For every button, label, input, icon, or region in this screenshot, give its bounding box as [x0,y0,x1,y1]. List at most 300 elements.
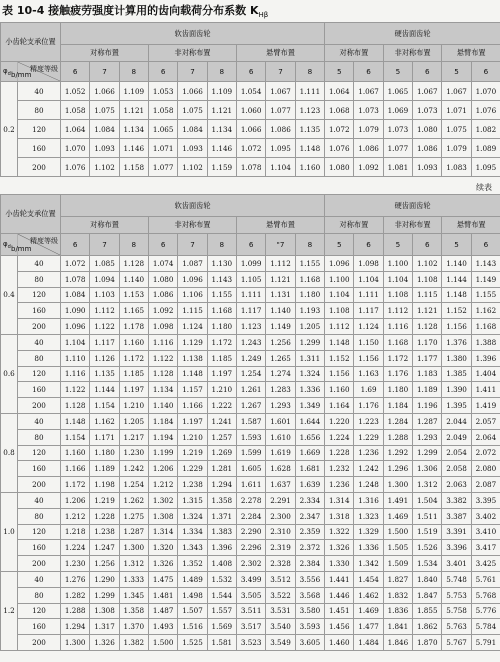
factor-value: 1.092 [354,158,383,177]
factor-value: 2.384 [295,556,324,572]
factor-value: 1.146 [207,139,236,158]
factor-value: 2.087 [471,477,500,493]
table-row [1,303,500,319]
table-row [1,334,500,350]
factor-value: 1.242 [354,461,383,477]
precision-grade-label: 精度等级 [30,65,59,73]
factor-value: 1.075 [90,101,119,120]
factor-value: 1.846 [383,635,412,651]
width-value: 200 [18,398,61,414]
factor-value: 1.525 [178,635,207,651]
factor-value: 1.160 [61,445,90,461]
factor-value: 1.177 [413,350,442,366]
factor-value: 1.129 [178,334,207,350]
factor-value: 1.158 [119,158,148,177]
factor-value: 1.065 [383,82,412,101]
factor-value: 5.784 [471,619,500,635]
factor-value: 1.072 [325,120,354,139]
factor-value: 1.148 [325,334,354,350]
width-value: 160 [18,303,61,319]
factor-value: 1.185 [207,350,236,366]
factor-value: 1.217 [119,429,148,445]
factor-value: 1.282 [61,587,90,603]
factor-value: 3.512 [266,571,295,587]
factor-value: 1.052 [61,82,90,101]
factor-value: 3.522 [266,587,295,603]
factor-value: 2.372 [295,540,324,556]
factor-value: 1.105 [236,271,265,287]
width-value: 200 [18,556,61,572]
factor-value: 3.523 [236,635,265,651]
factor-value: 1.276 [61,571,90,587]
precision-grade-cell: 8 [119,234,148,256]
factor-value: 1.093 [90,139,119,158]
factor-value: 1.104 [61,334,90,350]
width-value: 40 [18,256,61,272]
factor-value: 1.143 [207,271,236,287]
factor-value: 1.168 [383,334,412,350]
table-row [1,398,500,414]
factor-value: 1.224 [61,540,90,556]
factor-value: 1.176 [383,366,412,382]
width-value: 120 [18,287,61,303]
factor-value: 1.172 [61,477,90,493]
precision-grade-cell: 5 [383,234,412,256]
factor-value: 1.224 [325,429,354,445]
width-value: 80 [18,101,61,120]
factor-value: 2.328 [266,556,295,572]
precision-grade-cell: 8 [295,62,324,82]
factor-value: 3.549 [266,635,295,651]
table-row [1,319,500,335]
factor-value: 1.134 [207,120,236,139]
factor-value: 1.532 [207,571,236,587]
table-row [1,158,500,177]
arrangement-header: 非对称布置 [383,217,442,234]
phi-d-value: 1.2 [1,571,18,650]
factor-value: 1.493 [149,619,178,635]
factor-value: 1.117 [236,303,265,319]
factor-value: 1.096 [178,271,207,287]
factor-value: 1.243 [236,334,265,350]
table-row [1,461,500,477]
factor-value: 1.269 [207,445,236,461]
factor-value: 1.075 [442,120,471,139]
factor-value: 1.122 [61,382,90,398]
factor-value: 1.090 [61,303,90,319]
factor-value: 1.163 [354,366,383,382]
factor-value: 1.172 [207,334,236,350]
factor-value: 1.287 [413,413,442,429]
factor-value: 1.257 [207,429,236,445]
factor-value: 1.183 [413,366,442,382]
factor-value: 1.134 [119,120,148,139]
factor-value: 3.382 [442,492,471,508]
precision-grade-cell: 6 [149,234,178,256]
factor-value: 1.511 [413,508,442,524]
factor-value: 1.197 [207,366,236,382]
factor-value: 1.073 [383,120,412,139]
factor-value: 1.299 [413,445,442,461]
factor-value: 1.148 [442,287,471,303]
width-value: 120 [18,445,61,461]
factor-value: 1.317 [90,619,119,635]
factor-value: 1.469 [354,603,383,619]
factor-value: 1.219 [178,445,207,461]
factor-value: 2.300 [266,508,295,524]
table-row [1,445,500,461]
factor-value: 1.086 [266,120,295,139]
factor-value: 1.334 [178,524,207,540]
factor-value: 1.484 [354,635,383,651]
factor-value: 1.058 [61,101,90,120]
factor-value: 1.352 [178,556,207,572]
table-row [1,366,500,382]
factor-value: 1.544 [207,587,236,603]
factor-value: 1.093 [413,158,442,177]
factor-value: 1.840 [413,571,442,587]
factor-value: 1.149 [266,319,295,335]
table-row [1,139,500,158]
factor-value: 5.763 [442,619,471,635]
factor-value: 1.160 [295,158,324,177]
precision-grade-cell: 5 [442,62,471,82]
factor-value: 1.185 [119,366,148,382]
factor-value: 5.767 [442,635,471,651]
factor-value: 1.100 [325,271,354,287]
factor-value: 1.238 [90,524,119,540]
factor-value: 1.500 [149,635,178,651]
factor-value: 1.122 [90,319,119,335]
factor-value: 2.291 [266,492,295,508]
factor-value: 1.172 [383,350,412,366]
factor-value: 2.058 [442,461,471,477]
table-row [1,540,500,556]
factor-value: 5.748 [442,571,471,587]
precision-grade-cell: "7 [266,234,295,256]
factor-value: 1.076 [61,158,90,177]
factor-value: 1.500 [383,524,412,540]
factor-value: 1.110 [61,350,90,366]
factor-value: 2.054 [442,445,471,461]
factor-value: 1.112 [325,319,354,335]
width-value: 80 [18,350,61,366]
table-row [1,587,500,603]
factor-value: 1.228 [90,508,119,524]
factor-value: 1.124 [178,319,207,335]
width-value: 160 [18,540,61,556]
factor-value: 1.073 [354,101,383,120]
factor-value: 5.791 [471,635,500,651]
factor-value: 1.593 [236,429,265,445]
factor-value: 1.241 [207,413,236,429]
factor-value: 1.306 [413,461,442,477]
precision-grade-cell: 6 [149,62,178,82]
factor-value: 3.556 [295,571,324,587]
factor-value: 1.146 [119,139,148,158]
factor-value: 1.210 [178,429,207,445]
width-value: 40 [18,82,61,101]
factor-value: 1.184 [149,413,178,429]
factor-value: 5.761 [471,571,500,587]
table-row [1,619,500,635]
factor-value: 1.080 [325,158,354,177]
factor-value: 1.349 [295,398,324,414]
factor-value: 1.308 [90,603,119,619]
factor-value: 1.228 [325,445,354,461]
factor-value: 1.262 [119,492,148,508]
factor-value: 1.108 [383,287,412,303]
factor-value: 1.193 [295,303,324,319]
load-factor-table-2 [0,194,500,651]
factor-value: 1.122 [149,350,178,366]
factor-value: 1.238 [178,477,207,493]
factor-value: 1.098 [149,319,178,335]
factor-value: 1.086 [149,287,178,303]
factor-value: 1.557 [207,603,236,619]
factor-value: 1.460 [325,635,354,651]
arrangement-header: 非对称布置 [149,45,237,62]
soft-surface-header: 软齿面齿轮 [61,23,325,45]
factor-value: 1.324 [178,508,207,524]
factor-value: 1.206 [149,461,178,477]
factor-value: 2.044 [442,413,471,429]
factor-value: 1.326 [325,540,354,556]
factor-value: 1.293 [413,429,442,445]
factor-value: 1.383 [207,524,236,540]
soft-surface-header: 软齿面齿轮 [61,195,325,217]
factor-value: 3.531 [266,603,295,619]
factor-value: 1.184 [383,398,412,414]
factor-value: 1.248 [354,477,383,493]
factor-value: 1.324 [295,366,324,382]
factor-value: 1.385 [442,366,471,382]
width-value: 200 [18,635,61,651]
factor-value: 1.096 [325,256,354,272]
factor-value: 1.288 [383,429,412,445]
factor-value: 1.112 [90,303,119,319]
precision-width-header [1,234,61,256]
factor-value: 1.116 [149,334,178,350]
factor-value: 2.049 [442,429,471,445]
precision-grade-cell: 6 [413,234,442,256]
factor-value: 1.419 [471,398,500,414]
precision-grade-cell: 7 [90,234,119,256]
factor-value: 1.256 [266,334,295,350]
factor-value: 1.534 [413,556,442,572]
precision-grade-cell: 8 [295,234,324,256]
factor-value: 1.086 [413,139,442,158]
factor-value: 1.395 [442,398,471,414]
factor-value: 1.197 [178,413,207,429]
precision-grade-cell: 6 [61,62,90,82]
factor-value: 1.159 [207,158,236,177]
factor-value: 5.758 [442,603,471,619]
factor-value: 1.156 [325,366,354,382]
factor-value: 1.080 [149,271,178,287]
factor-value: 1.148 [295,139,324,158]
factor-value: 1.639 [295,477,324,493]
factor-value: 1.111 [236,287,265,303]
factor-value: 1.451 [325,603,354,619]
factor-value: 1.128 [413,319,442,335]
phi-d-label: $\varphi_d$ [3,66,11,77]
factor-value: 1.104 [354,271,383,287]
factor-value: 1.288 [61,603,90,619]
factor-value: 1.104 [266,158,295,177]
factor-value: 1.342 [354,556,383,572]
factor-value: 1.275 [119,508,148,524]
factor-value: 1.168 [295,271,324,287]
factor-value: 1.075 [178,101,207,120]
factor-value: 1.089 [471,139,500,158]
factor-value: 2.278 [236,492,265,508]
factor-value: 1.254 [119,477,148,493]
factor-value: 1.206 [61,492,90,508]
factor-value: 1.117 [90,334,119,350]
factor-value: 1.109 [119,82,148,101]
precision-grade-cell: 5 [383,62,412,82]
precision-grade-cell: 6 [471,62,500,82]
table-row [1,492,500,508]
factor-value: 1.343 [178,540,207,556]
factor-value: 1.077 [383,139,412,158]
factor-value: 1.156 [442,319,471,335]
factor-value: 1.084 [90,120,119,139]
factor-value: 1.112 [383,303,412,319]
factor-value: 1.469 [383,508,412,524]
factor-value: 1.123 [236,319,265,335]
factor-value: 1.162 [471,303,500,319]
factor-value: 3.395 [471,492,500,508]
factor-value: 1.312 [119,556,148,572]
factor-value: 1.102 [178,158,207,177]
factor-value: 3.391 [442,524,471,540]
factor-value: 1.267 [236,398,265,414]
factor-value: 1.300 [61,635,90,651]
factor-value: 1.396 [471,350,500,366]
factor-value: 1.477 [354,619,383,635]
factor-value: 1.138 [178,350,207,366]
factor-value: 1.475 [149,571,178,587]
factor-value: 1.106 [178,287,207,303]
factor-value: 1.112 [266,256,295,272]
factor-value: 1.180 [90,445,119,461]
width-value: 40 [18,413,61,429]
factor-value: 1.212 [61,508,90,524]
factor-value: 3.517 [236,619,265,635]
table-row [1,477,500,493]
support-position-header: 小齿轮支承位置 [1,23,61,62]
factor-value: 1.086 [354,139,383,158]
factor-value: 1.294 [207,477,236,493]
factor-value: 1.516 [178,619,207,635]
factor-value: 1.189 [413,382,442,398]
factor-value: 1.077 [266,101,295,120]
precision-grade-cell: 7 [178,234,207,256]
factor-value: 1.376 [442,334,471,350]
factor-value: 3.605 [295,635,324,651]
factor-value: 1.308 [149,508,178,524]
factor-value: 1.128 [149,366,178,382]
factor-value: 1.102 [90,158,119,177]
precision-grade-cell: 8 [119,62,148,82]
width-value: 40 [18,571,61,587]
width-value: 160 [18,382,61,398]
phi-d-value: 0.4 [1,256,18,335]
support-position-header: 小齿轮支承位置 [1,195,61,234]
factor-value: 1.212 [149,477,178,493]
factor-value: 1.168 [207,303,236,319]
factor-value: 1.108 [325,303,354,319]
factor-value: 1.121 [207,101,236,120]
phi-d-value: 0.8 [1,413,18,492]
factor-value: 1.299 [295,334,324,350]
factor-value: 3.568 [295,587,324,603]
factor-value: 1.411 [471,382,500,398]
factor-value: 1.157 [178,382,207,398]
factor-value: 1.232 [325,461,354,477]
factor-value: 1.222 [207,398,236,414]
factor-value: 1.205 [295,319,324,335]
factor-value: 1.082 [471,120,500,139]
factor-value: 1.326 [149,556,178,572]
factor-value: 1.071 [442,101,471,120]
phi-d-value: 0.2 [1,82,18,177]
factor-value: 1.491 [383,492,412,508]
precision-grade-cell: 5 [325,62,354,82]
factor-value: 1.284 [383,413,412,429]
table-row [1,350,500,366]
table-row [1,635,500,651]
continued-label: 续表 [476,183,492,192]
hard-surface-header: 硬齿面齿轮 [325,195,500,217]
factor-value: 1.441 [325,571,354,587]
factor-value: 1.380 [442,350,471,366]
arrangement-header: 非对称布置 [149,217,237,234]
factor-value: 2.319 [266,540,295,556]
factor-value: 1.526 [413,540,442,556]
factor-value: 1.128 [119,256,148,272]
factor-value: 1.862 [413,619,442,635]
factor-value: 1.333 [119,571,148,587]
width-value: 160 [18,461,61,477]
factor-value: 1.644 [295,413,324,429]
factor-value: 2.080 [471,461,500,477]
factor-value: 1.121 [119,101,148,120]
factor-value: 1.254 [236,366,265,382]
factor-value: 1.144 [442,271,471,287]
table-row [1,382,500,398]
factor-value: 1.092 [149,303,178,319]
factor-value: 1.102 [413,256,442,272]
width-value: 80 [18,587,61,603]
factor-value: 1.302 [149,492,178,508]
factor-value: 1.194 [149,429,178,445]
factor-value: 1.507 [178,603,207,619]
factor-value: 1.154 [61,429,90,445]
factor-value: 1.121 [413,303,442,319]
factor-value: 1.370 [119,619,148,635]
factor-value: 1.180 [383,382,412,398]
factor-value: 1.067 [442,82,471,101]
arrangement-header: 悬臂布置 [236,45,324,62]
factor-value: 1.681 [295,461,324,477]
factor-value: 1.117 [354,303,383,319]
phi-d-value: 0.6 [1,334,18,413]
factor-value: 1.256 [90,556,119,572]
factor-value: 1.103 [90,287,119,303]
